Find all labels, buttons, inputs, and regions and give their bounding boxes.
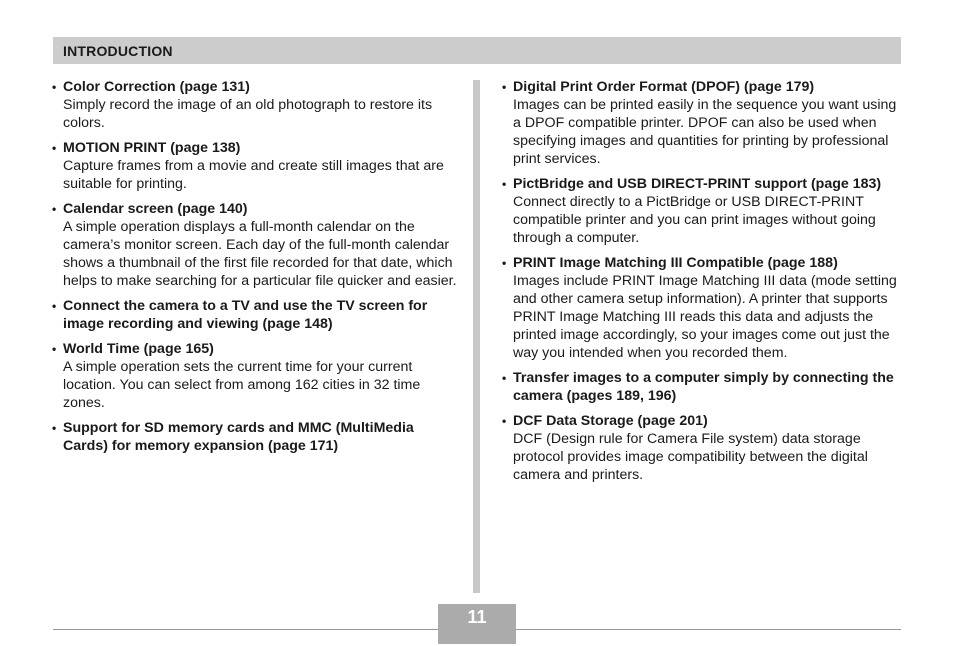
feature-item <box>52 139 457 193</box>
section-title: INTRODUCTION <box>63 43 173 59</box>
column-divider <box>473 80 480 593</box>
feature-title: MOTION PRINT (page 138) <box>63 140 241 156</box>
bullet-icon: • <box>502 256 507 270</box>
feature-item <box>502 412 907 484</box>
page-number-box <box>438 604 516 644</box>
feature-item <box>52 78 457 132</box>
feature-title: Connect the camera to a TV and use the TV screen for image recording and viewing (page 148) <box>63 298 428 332</box>
bullet-icon: • <box>52 342 57 356</box>
feature-description: Simply record the image of an old photograph to restore its colors. <box>63 97 433 131</box>
feature-description: DCF (Design rule for Camera File system) data storage protocol provides image compatibility between the digital camera and printers. <box>513 431 868 483</box>
feature-description: Capture frames from a movie and create still images that are suitable for printing. <box>63 158 444 192</box>
feature-item <box>52 200 457 290</box>
feature-title: DCF Data Storage (page 201) <box>513 413 708 429</box>
bullet-icon: • <box>502 371 507 385</box>
feature-title: PictBridge and USB DIRECT-PRINT support (page 183) <box>513 176 882 192</box>
feature-description: Images include PRINT Image Matching III data (mode setting and other camera setup information). A printer that supports PRINT Image Matching III reads this data and adjusts the printed image accordingly, so your images come out just the way you intended when you recorded them. <box>513 273 897 361</box>
page-number: 11 <box>467 607 487 627</box>
bullet-icon: • <box>52 202 57 216</box>
feature-title: Color Correction (page 131) <box>63 79 250 95</box>
feature-item <box>52 419 457 455</box>
feature-item <box>502 254 907 362</box>
bullet-icon: • <box>52 421 57 435</box>
feature-item <box>52 297 457 333</box>
section-header-bar <box>53 37 901 64</box>
feature-item <box>502 78 907 168</box>
bullet-icon: • <box>502 177 507 191</box>
feature-title: Digital Print Order Format (DPOF) (page 179) <box>513 79 815 95</box>
feature-item <box>502 369 907 405</box>
bullet-icon: • <box>52 141 57 155</box>
feature-description: A simple operation sets the current time for your current location. You can select from among 162 cities in 32 time zones. <box>63 359 421 411</box>
bullet-icon: • <box>52 299 57 313</box>
feature-title: Support for SD memory cards and MMC (MultiMedia Cards) for memory expansion (page 171) <box>63 420 414 454</box>
feature-description: Images can be printed easily in the sequence you want using a DPOF compatible printer. DPOF can also be used when specifying images and quantities for printing by professional print services. <box>513 97 897 167</box>
bullet-icon: • <box>52 80 57 94</box>
feature-title: World Time (page 165) <box>63 341 214 357</box>
feature-title: Transfer images to a computer simply by connecting the camera (pages 189, 196) <box>513 370 894 404</box>
right-column <box>502 78 907 491</box>
feature-item <box>502 175 907 247</box>
feature-description: Connect directly to a PictBridge or USB DIRECT-PRINT compatible printer and you can print images without going through a computer. <box>513 194 876 246</box>
feature-title: Calendar screen (page 140) <box>63 201 248 217</box>
feature-title: PRINT Image Matching III Compatible (page 188) <box>513 255 838 271</box>
left-column <box>52 78 457 462</box>
feature-item <box>52 340 457 412</box>
bullet-icon: • <box>502 80 507 94</box>
feature-description: A simple operation displays a full-month calendar on the camera’s monitor screen. Each day of the full-month calendar shows a thumbnail of the first file recorded for that date, which helps to make searching for a particular file quicker and easier. <box>63 219 457 289</box>
bullet-icon: • <box>502 414 507 428</box>
